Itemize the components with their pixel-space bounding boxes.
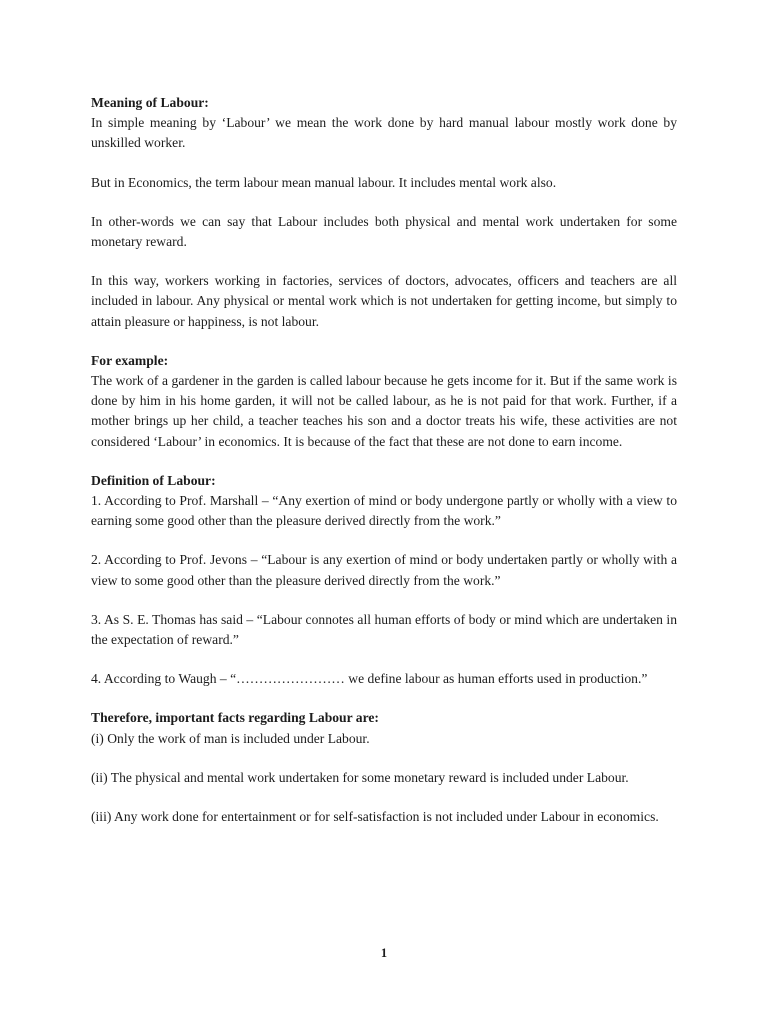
definition-item: 1. According to Prof. Marshall – “Any exertion of mind or body undergone partly or wholly with a view to earning some good other than the pleasure derived directly from the work.”	[91, 493, 677, 529]
heading-definition-of-labour: Definition of Labour:	[91, 472, 216, 488]
heading-important-facts: Therefore, important facts regarding Labour are:	[91, 710, 379, 726]
fact-item: (ii) The physical and mental work undertaken for some monetary reward is included under Labour.	[91, 769, 629, 785]
document-body	[91, 93, 677, 827]
paragraph: But in Economics, the term labour mean manual labour. It includes mental work also.	[91, 174, 557, 190]
heading-meaning-of-labour: Meaning of Labour:	[91, 95, 209, 110]
paragraph: In this way, workers working in factories, services of doctors, advocates, officers and teachers are all included in labour. Any physical or mental work which is not undertaken for getting income, but simply to attain pleasure or happiness, is not labour.	[91, 273, 677, 329]
definition-item: 3. As S. E. Thomas has said – “Labour connotes all human efforts of body or mind which are undertaken in the expectation of reward.”	[91, 611, 677, 648]
heading-for-example: For example:	[91, 352, 169, 368]
fact-item: (iii) Any work done for entertainment or for self-satisfaction is not included under Labour in economics.	[91, 809, 659, 825]
paragraph: In other-words we can say that Labour includes both physical and mental work undertaken for some monetary reward.	[91, 213, 677, 250]
page-number: 1	[380, 946, 388, 960]
paragraph: In simple meaning by ‘Labour’ we mean the work done by hard manual labour mostly work done by unskilled worker.	[91, 115, 677, 151]
definition-item: 2. According to Prof. Jevons – “Labour is any exertion of mind or body undertaken partly or wholly with a view to some good other than the pleasure derived directly from the work.”	[91, 552, 677, 588]
definition-item: 4. According to Waugh – “…………………… we define labour as human efforts used in production.”	[91, 671, 648, 687]
fact-item: (i) Only the work of man is included under Labour.	[91, 730, 370, 746]
paragraph: The work of a gardener in the garden is called labour because he gets income for it. But if the same work is done by him in his home garden, it will not be called labour, as he is not paid for that work. Further, if a mother brings up her child, a teacher teaches his son and a doctor treats his wife, these activities are not considered ‘Labour’ in economics. It is because of the fact that these are not done to earn income.	[91, 373, 677, 449]
